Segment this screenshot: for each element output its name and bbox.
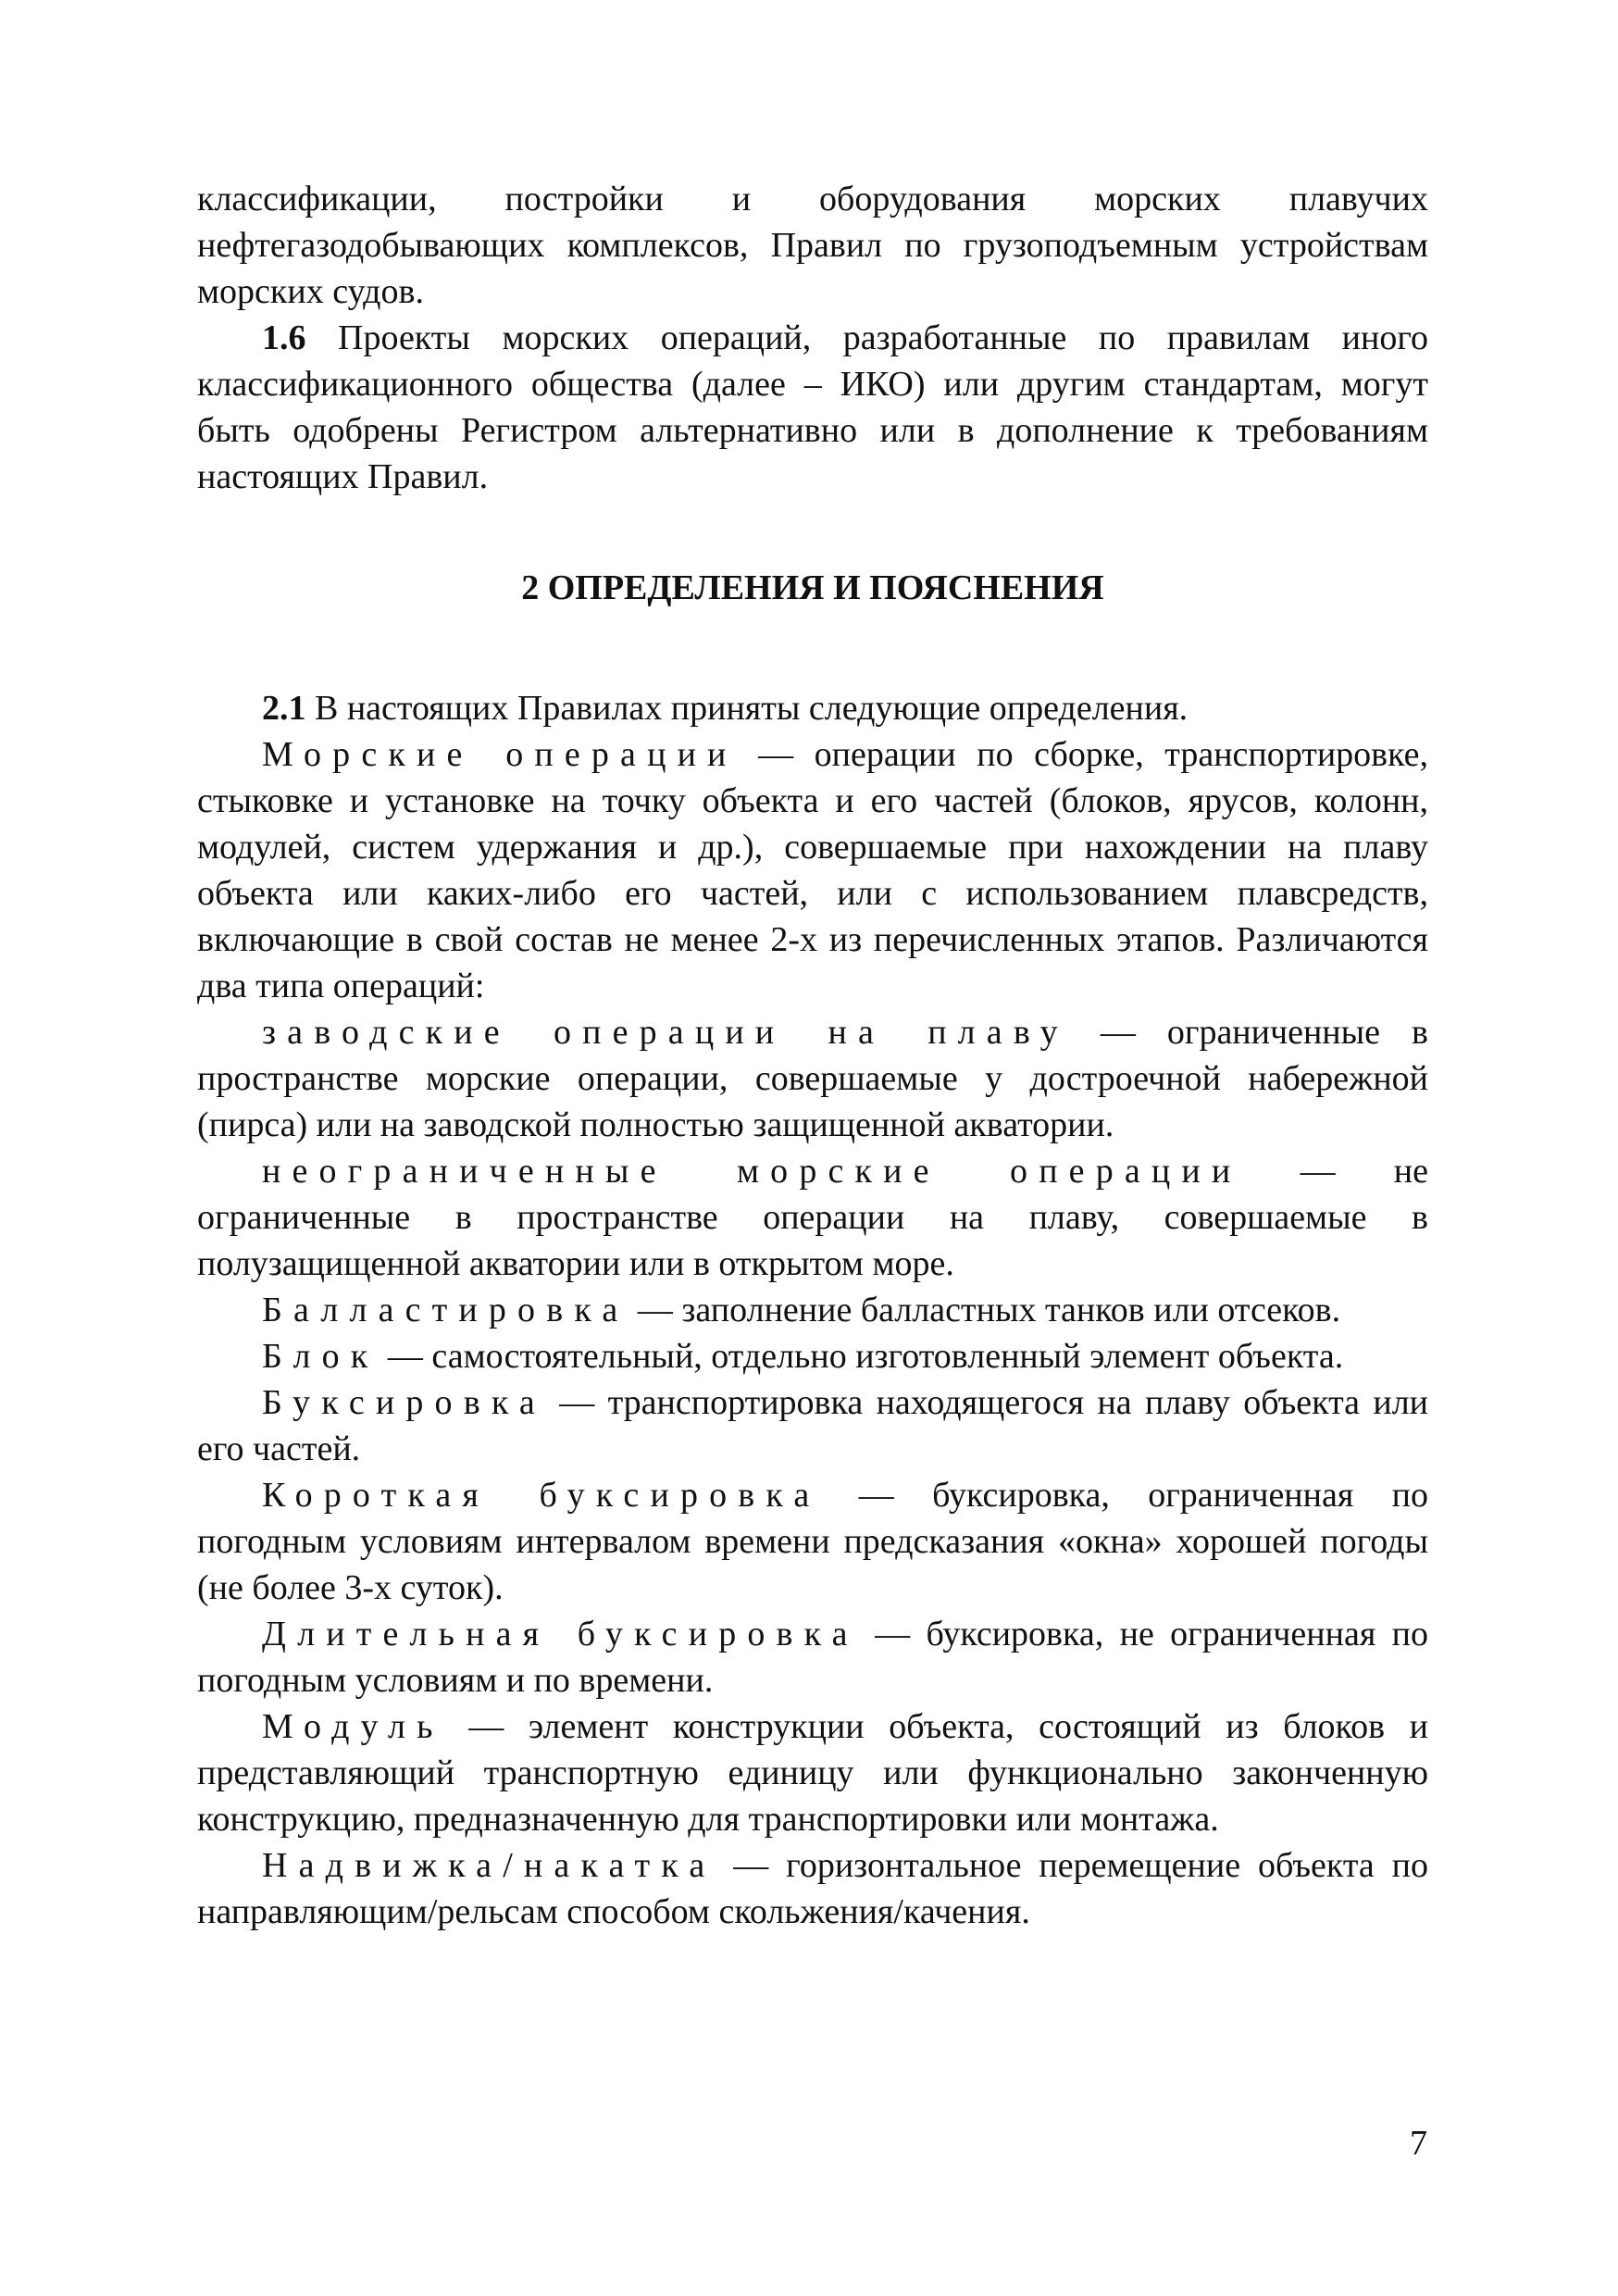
clause-number: 1.6 <box>262 318 306 357</box>
definition-term: Блок <box>262 1337 380 1376</box>
definition-text: — операции по сборке, транспортировке, стыковке и установке на точку объекта и его частей (блоков, ярусов, колонн, модулей, систем удержания и др.), совершаемые при нахождении на плаву объекта или каких-либо его частей, или с использованием плавсредств, включающие в свой состав не менее 2-х из перечисленных этапов. Различаются два типа операций: <box>197 735 1428 1005</box>
definition-text: — транспортировка находящегося на плаву объекта или его частей. <box>197 1383 1428 1468</box>
definition-term: Морские операции <box>262 735 738 774</box>
definition-item <box>197 1611 1428 1703</box>
definition-item <box>197 731 1428 1009</box>
definition-item <box>197 1333 1428 1379</box>
definition-term: неограниченные морские операции <box>262 1152 1242 1191</box>
intro-continuation: классификации, постройки и оборудования морских плавучих нефтегазодобывающих комплексов, Правил по грузоподъемным устройствам морских судов. <box>197 180 1428 311</box>
clause-text: Проекты морских операций, разработанные по правилам иного классификационного общества (далее – ИКО) или другим стандартам, могут быть одобрены Регистром альтернативно или в дополнение к требованиям настоящих Правил. <box>197 318 1428 496</box>
definition-term: заводские операции на плаву <box>262 1013 1069 1052</box>
intro-block <box>197 176 1428 500</box>
definition-text: — элемент конструкции объекта, состоящий из блоков и представляющий транспортную единицу или функционально законченную конструкцию, предназначенную для транспортировки или монтажа. <box>197 1707 1428 1839</box>
definition-term: Балластировка <box>262 1291 629 1329</box>
definition-item <box>197 1703 1428 1842</box>
definition-text: — заполнение балластных танков или отсеков. <box>629 1291 1341 1329</box>
definition-item <box>197 1148 1428 1287</box>
definition-item <box>197 1287 1428 1333</box>
definition-term: Надвижка/накатка <box>262 1846 716 1885</box>
definitions-block <box>197 685 1428 1935</box>
definition-text: — буксировка, не ограниченная по погодным условиям и по времени. <box>197 1615 1428 1700</box>
definition-text: — ограниченные в пространстве морские операции, совершаемые у достроечной набережной (пирса) или на заводской полностью защищенной акватории. <box>197 1013 1428 1144</box>
definition-term: Буксировка <box>262 1383 546 1422</box>
definition-text: — не ограниченные в пространстве операции на плаву, совершаемые в полузащищенной акватории или в открытом море. <box>197 1152 1428 1283</box>
definition-term: Короткая буксировка <box>262 1476 821 1515</box>
clause-number: 2.1 <box>262 689 306 728</box>
section-heading: 2 ОПРЕДЕЛЕНИЯ И ПОЯСНЕНИЯ <box>521 568 1104 607</box>
definition-text: — горизонтальное перемещение объекта по направляющим/рельсам способом скольжения/качения. <box>197 1846 1428 1931</box>
definition-item <box>197 1472 1428 1611</box>
definition-text: — самостоятельный, отдельно изготовленный элемент объекта. <box>379 1337 1344 1376</box>
definition-item <box>197 1009 1428 1148</box>
definition-term: Длительная буксировка <box>262 1615 859 1653</box>
definition-item <box>197 1842 1428 1935</box>
definition-item <box>197 1379 1428 1472</box>
definition-term: Модуль <box>262 1707 444 1746</box>
clause-2-1 <box>197 685 1428 731</box>
page-number: 7 <box>1410 2124 1427 2163</box>
clause-text: В настоящих Правилах приняты следующие определения. <box>305 689 1189 728</box>
clause-1-6 <box>197 315 1428 500</box>
definition-text: — буксировка, ограниченная по погодным условиям интервалом времени предсказания «окна» хорошей погоды (не более 3-х суток). <box>197 1476 1428 1607</box>
